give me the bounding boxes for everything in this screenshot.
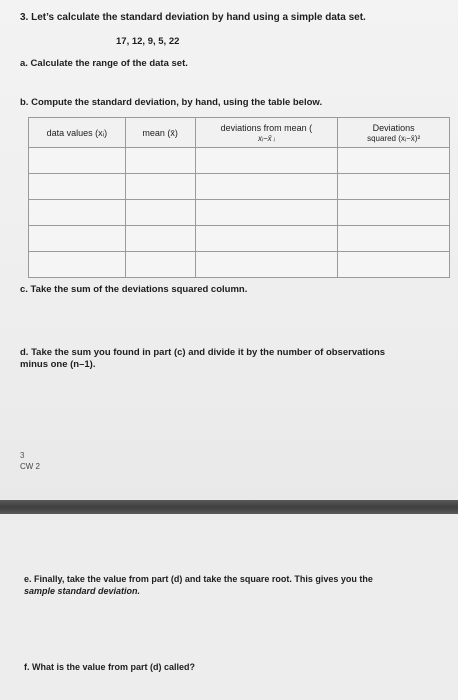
question-title: 3. Let’s calculate the standard deviation by hand using a simple data set. <box>20 12 366 23</box>
table-cell[interactable] <box>29 148 126 174</box>
table-cell[interactable] <box>29 174 126 200</box>
table-cell[interactable] <box>195 200 338 226</box>
table-header-row <box>29 118 450 148</box>
table-cell[interactable] <box>125 200 195 226</box>
part-e-text-line1: e. Finally, take the value from part (d) and take the square root. This gives you the <box>24 574 373 584</box>
header-mean: mean (x̄) <box>125 118 195 148</box>
table-cell[interactable] <box>125 174 195 200</box>
table-cell[interactable] <box>338 252 450 278</box>
data-set: 17, 12, 9, 5, 22 <box>116 36 180 47</box>
table-row <box>29 226 450 252</box>
part-d-text-line1: d. Take the sum you found in part (c) and divide it by the number of observations <box>20 347 386 358</box>
handwritten-number: 3 <box>20 451 25 460</box>
part-a-text: a. Calculate the range of the data set. <box>20 58 188 69</box>
table-cell[interactable] <box>29 252 126 278</box>
table-cell[interactable] <box>338 200 450 226</box>
table-cell[interactable] <box>125 148 195 174</box>
table-cell[interactable] <box>338 174 450 200</box>
table-cell[interactable] <box>195 252 338 278</box>
page-divider <box>0 500 458 514</box>
part-e-text-line2: sample standard deviation. <box>24 586 141 596</box>
table-row <box>29 252 450 278</box>
deviation-table <box>28 117 450 278</box>
part-f-text: f. What is the value from part (d) called? <box>24 662 196 672</box>
header-deviations: deviations from mean ( xᵢ−x̄ ᵢ <box>195 118 338 148</box>
table-cell[interactable] <box>195 148 338 174</box>
part-b-text: b. Compute the standard deviation, by hand, using the table below. <box>20 97 323 108</box>
worksheet-page-2 <box>0 514 458 700</box>
table-cell[interactable] <box>125 252 195 278</box>
table-cell[interactable] <box>338 226 450 252</box>
header-deviations-squared: Deviations squared (xᵢ−x̄)² <box>338 118 450 148</box>
table-row <box>29 200 450 226</box>
part-c-text: c. Take the sum of the deviations squared column. <box>20 284 248 295</box>
table-row <box>29 148 450 174</box>
cw-label: CW 2 <box>20 462 40 471</box>
table-cell[interactable] <box>195 226 338 252</box>
table-cell[interactable] <box>125 226 195 252</box>
table-cell[interactable] <box>29 200 126 226</box>
table-cell[interactable] <box>338 148 450 174</box>
table-cell[interactable] <box>29 226 126 252</box>
header-data-values: data values (xᵢ) <box>29 118 126 148</box>
part-d-text-line2: minus one (n–1). <box>20 359 96 370</box>
table-cell[interactable] <box>195 174 338 200</box>
table-row <box>29 174 450 200</box>
